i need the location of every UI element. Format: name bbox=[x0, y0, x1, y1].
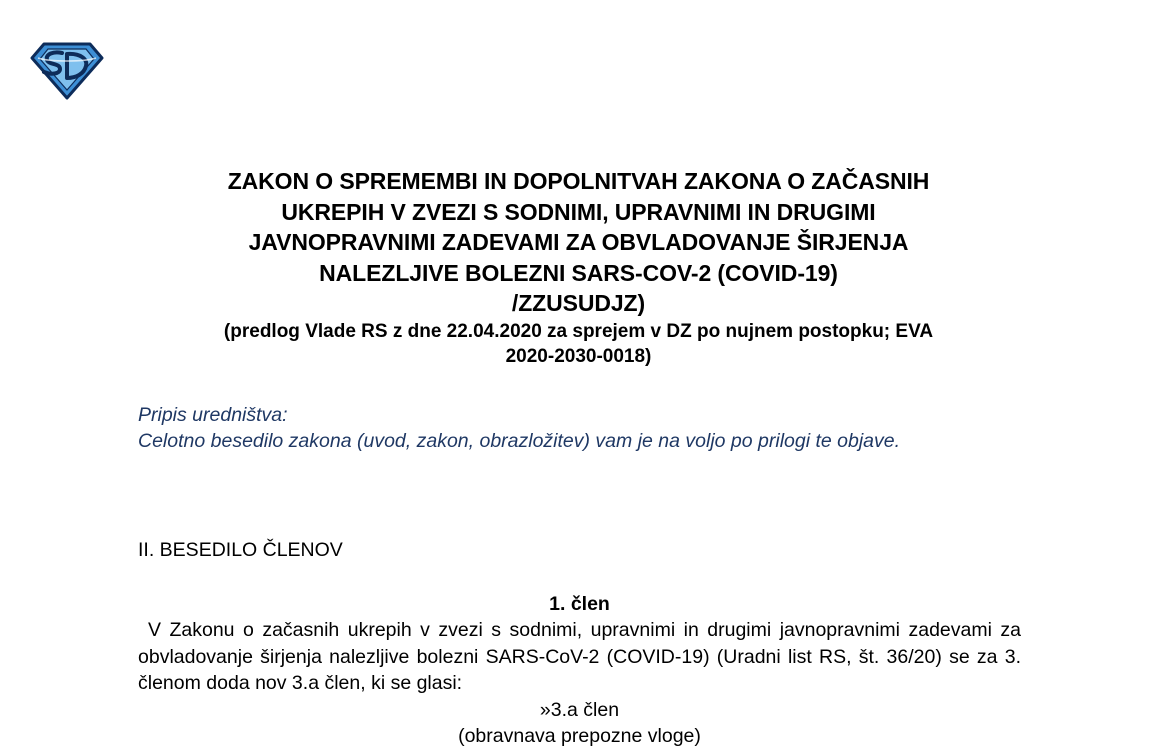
article-body: V Zakonu o začasnih ukrepih v zvezi s sodnimi, upravnimi in drugimi javnopravnimi zadevami za obvladovanje širjenja nalezljive bolezni SARS-CoV-2 (COVID-19) (Uradni list RS, št. 36/20) se za 3. členom doda nov 3.a člen, ki se glasi: bbox=[138, 619, 1021, 694]
article-title: 1. člen bbox=[549, 593, 610, 615]
document-title bbox=[120, 166, 1037, 369]
title-line: JAVNOPRAVNIMI ZADEVAMI ZA OBVLADOVANJE ŠIRJENJA bbox=[248, 229, 909, 255]
title-line: /ZZUSUDJZ) bbox=[511, 290, 646, 316]
title-line: NALEZLJIVE BOLEZNI SARS-COV-2 (COVID-19) bbox=[319, 259, 838, 286]
quoted-article-subtitle: (obravnava prepozne vloge) bbox=[458, 725, 701, 747]
quoted-article-title: »3.a člen bbox=[539, 699, 620, 721]
title-line: UKREPIH V ZVEZI S SODNIMI, UPRAVNIMI IN DRUGIMI bbox=[281, 198, 876, 225]
subtitle-line: (predlog Vlade RS z dne 22.04.2020 za sprejem v DZ po nujnem postopku; EVA bbox=[223, 320, 934, 342]
editor-note bbox=[138, 403, 1021, 454]
editor-note-label: Pripis uredništva: bbox=[138, 404, 288, 426]
title-line: ZAKON O SPREMEMBI IN DOPOLNITVAH ZAKONA O ZAČASNIH bbox=[227, 168, 930, 194]
subtitle-line: 2020-2030-0018) bbox=[505, 345, 652, 367]
logo-icon bbox=[30, 40, 104, 100]
section-heading: II. BESEDILO ČLENOV bbox=[138, 539, 343, 561]
editor-note-text: Celotno besedilo zakona (uvod, zakon, obrazložitev) vam je na voljo po prilogi te objave. bbox=[138, 429, 901, 452]
